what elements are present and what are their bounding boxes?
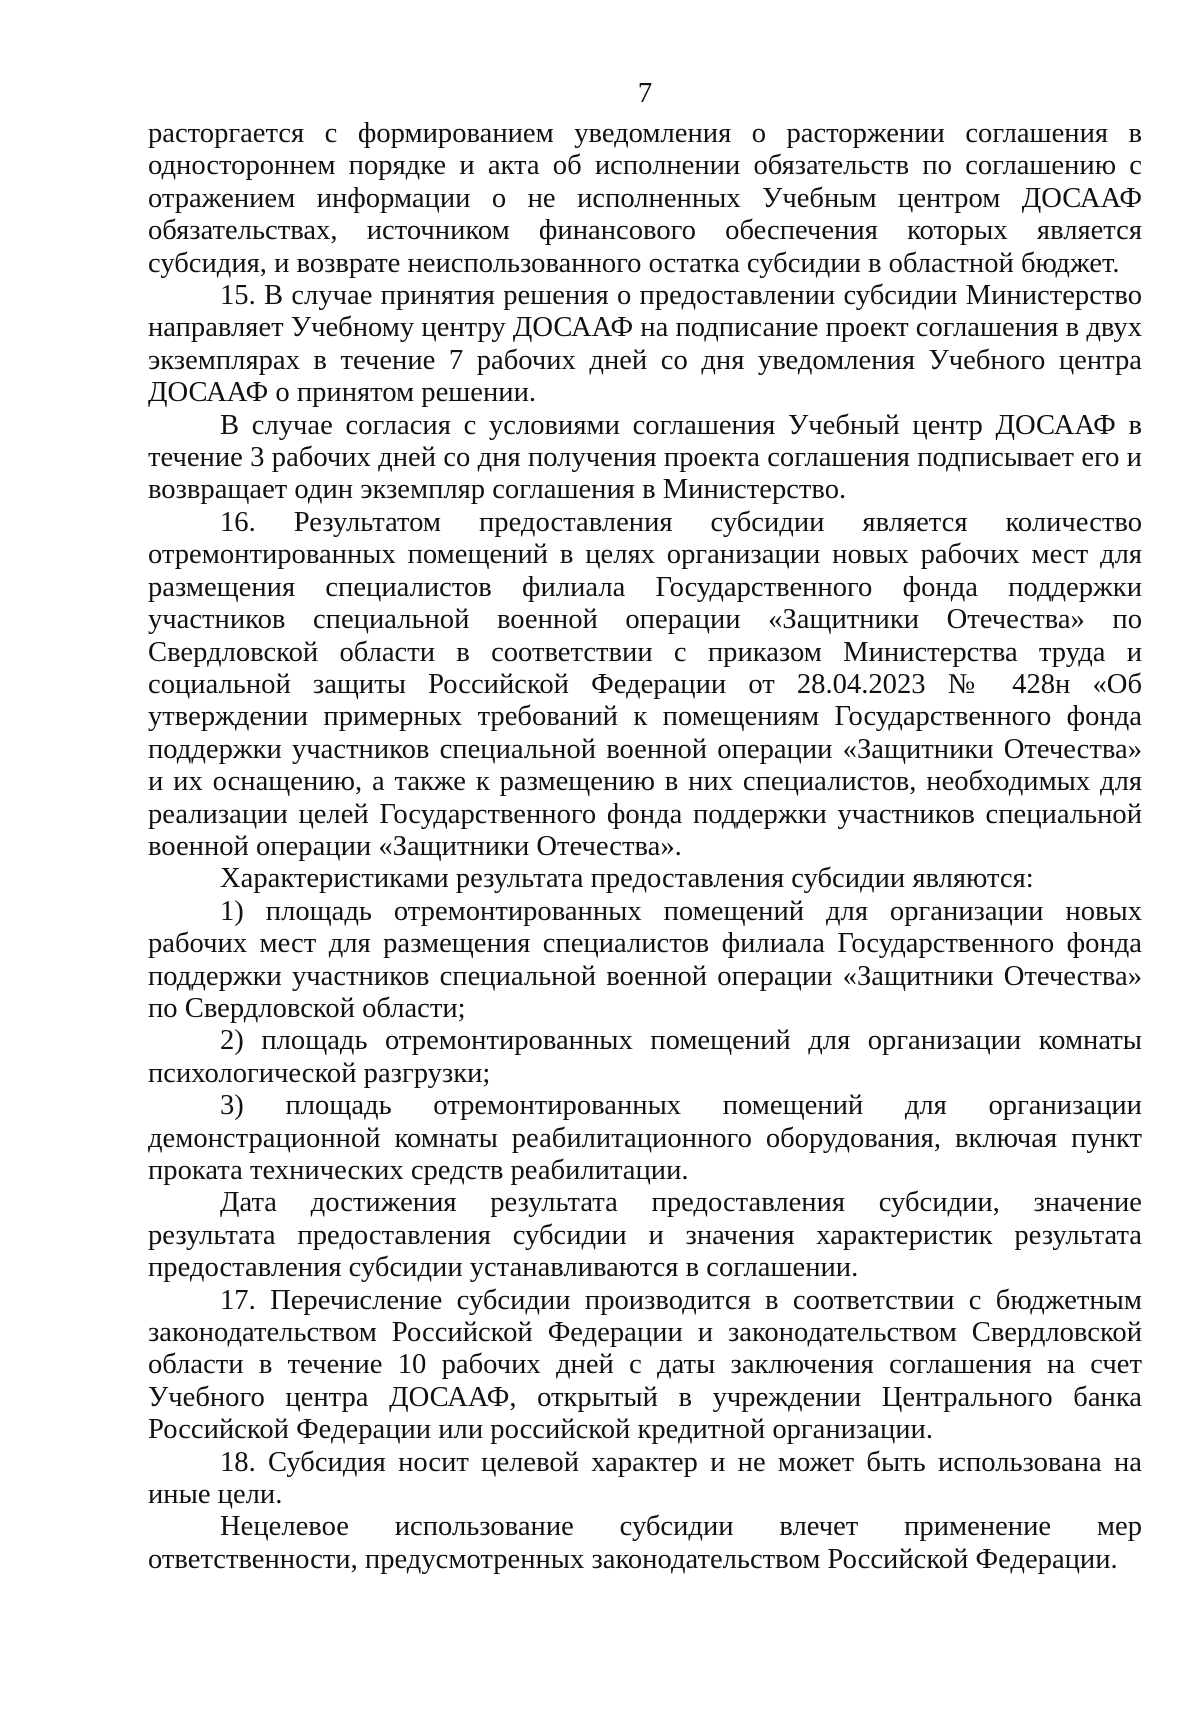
paragraph-item-18: 18. Субсидия носит целевой характер и не может быть использована на иные цели. [148, 1446, 1142, 1511]
paragraph-item-17: 17. Перечисление субсидии производится в соответствии с бюджетным законодательством Российской Федерации и законодательством Свердловской области в течение 10 рабочих дней с даты заключения соглашения на счет Учебного центра ДОСААФ, открытый в учреждении Центрального банка Российской Федерации или российской кредитной организации. [148, 1284, 1142, 1446]
paragraph-continuation: расторгается с формированием уведомления о расторжении соглашения в одностороннем порядке и акта об исполнении обязательств по соглашению с отражением информации о не исполненных Учебным центром ДОСААФ обязательствах, источником финансового обеспечения которых является субсидия, и возврате неиспользованного остатка субсидии в областной бюджет. [148, 118, 1142, 279]
document-body [148, 118, 1142, 1576]
paragraph-characteristic-2: 2) площадь отремонтированных помещений для организации комнаты психологической разгрузки; [148, 1025, 1142, 1089]
paragraph-item-16: 16. Результатом предоставления субсидии является количество отремонтированных помещений в целях организации новых рабочих мест для размещения специалистов филиала Государственного фонда поддержки участников специальной военной операции «Защитники Отечества» по Свердловской области в соответствии с приказом Министерства труда и социальной защиты Российской Федерации от 28.04.2023 № 428н «Об утверждении примерных требований к помещениям Государственного фонда поддержки участников специальной военной операции «Защитники Отечества» и их оснащению, а также к размещению в них специалистов, необходимых для реализации целей Государственного фонда поддержки участников специальной военной операции «Защитники Отечества». [148, 506, 1142, 862]
paragraph-item-15-consent: В случае согласия с условиями соглашения Учебный центр ДОСААФ в течение 3 рабочих дней со дня получения проекта соглашения подписывает его и возвращает один экземпляр соглашения в Министерство. [148, 409, 1142, 506]
page-number: 7 [637, 77, 653, 109]
paragraph-result-date: Дата достижения результата предоставления субсидии, значение результата предоставления субсидии и значения характеристик результата предоставления субсидии устанавливаются в соглашении. [148, 1187, 1142, 1284]
paragraph-characteristics-intro: Характеристиками результата предоставления субсидии являются: [220, 863, 1034, 895]
paragraph-item-15: 15. В случае принятия решения о предоставлении субсидии Министерство направляет Учебному центру ДОСААФ на подписание проект соглашения в двух экземплярах в течение 7 рабочих дней со дня уведомления Учебного центра ДОСААФ о принятом решении. [148, 280, 1142, 409]
paragraph-characteristic-1: 1) площадь отремонтированных помещений для организации новых рабочих мест для размещения специалистов филиала Государственного фонда поддержки участников специальной военной операции «Защитники Отечества» по Свердловской области; [148, 895, 1142, 1024]
paragraph-misuse: Нецелевое использование субсидии влечет применение мер ответственности, предусмотренных законодательством Российской Федерации. [148, 1511, 1142, 1575]
paragraph-characteristic-3: 3) площадь отремонтированных помещений для организации демонстрационной комнаты реабилитационного оборудования, включая пункт проката технических средств реабилитации. [148, 1090, 1142, 1186]
